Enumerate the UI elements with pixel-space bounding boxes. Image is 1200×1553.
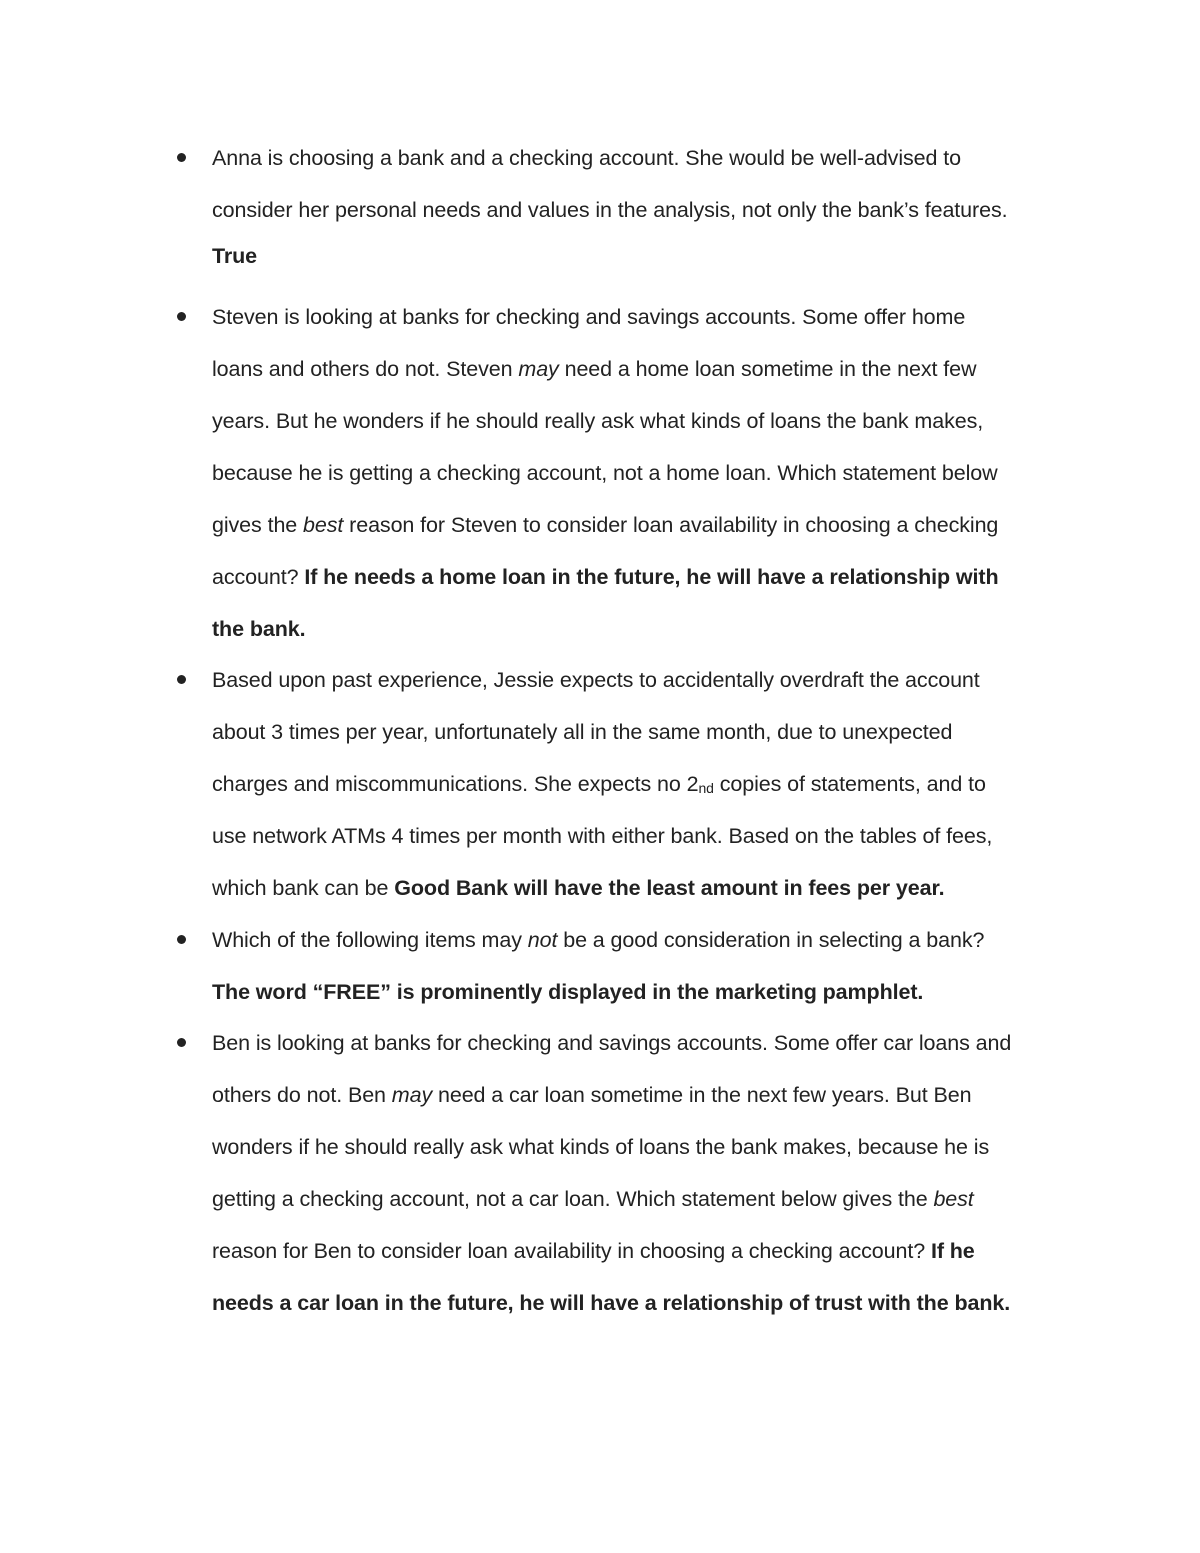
bullet-icon [177, 153, 186, 162]
bullet-icon [177, 1038, 186, 1047]
text-run: copies of statements, and to [713, 772, 986, 796]
answer-text: The word “FREE” is prominently displayed in the marketing pamphlet. [212, 980, 924, 1004]
text-line [212, 758, 1072, 810]
list-item [212, 914, 1072, 1018]
text-run: charges and miscommunications. She expects no 2 [212, 772, 699, 796]
list-item [212, 132, 1072, 282]
answer-text: If he needs a home loan in the future, he will have a relationship with [304, 565, 999, 589]
text-line [212, 1225, 1072, 1277]
text-line [212, 966, 1072, 1018]
list-item [212, 654, 1072, 914]
answer-text: If he [930, 1239, 975, 1263]
emphasis-text: best [303, 513, 344, 537]
list-item [212, 1017, 1072, 1329]
text-line: wonders if he should really ask what kinds of loans the bank makes, because he is [212, 1135, 990, 1159]
text-line [212, 1173, 1072, 1225]
text-run: reason for Steven to consider loan availability in choosing a checking [343, 513, 999, 537]
text-line: use network ATMs 4 times per month with either bank. Based on the tables of fees, [212, 824, 993, 848]
text-line [212, 230, 1072, 282]
text-line [212, 603, 1072, 655]
text-run: which bank can be [212, 876, 395, 900]
text-run: be a good consideration in selecting a bank? [557, 928, 985, 952]
text-line [212, 862, 1072, 914]
text-line: Based upon past experience, Jessie expects to accidentally overdraft the account [212, 668, 980, 692]
text-line: Anna is choosing a bank and a checking account. She would be well-advised to [212, 146, 961, 170]
emphasis-text: not [527, 928, 558, 952]
bullet-icon [177, 675, 186, 684]
text-line [212, 499, 1072, 551]
answer-text: Good Bank will have the least amount in fees per year. [394, 876, 945, 900]
text-line [212, 1277, 1072, 1329]
bullet-icon [177, 935, 186, 944]
text-line: because he is getting a checking account, not a home loan. Which statement below [212, 461, 998, 485]
text-run: need a car loan sometime in the next few years. But Ben [432, 1083, 972, 1107]
answer-text: True [212, 244, 258, 268]
emphasis-text: best [933, 1187, 974, 1211]
text-line: Ben is looking at banks for checking and savings accounts. Some offer car loans and [212, 1031, 1012, 1055]
text-line: Steven is looking at banks for checking and savings accounts. Some offer home [212, 305, 966, 329]
text-run: gives the [212, 513, 304, 537]
text-run: others do not. Ben [212, 1083, 392, 1107]
text-line [212, 551, 1072, 603]
text-line: about 3 times per year, unfortunately all in the same month, due to unexpected [212, 720, 953, 744]
list-item [212, 291, 1072, 655]
text-line [212, 343, 1072, 395]
text-run: Which of the following items may [212, 928, 528, 952]
emphasis-text: may [391, 1083, 433, 1107]
text-line [212, 914, 1072, 966]
text-line [212, 1069, 1072, 1121]
text-run: account? [212, 565, 305, 589]
ordinal-suffix: nd [698, 780, 714, 796]
bullet-icon [177, 312, 186, 321]
text-line: years. But he wonders if he should really ask what kinds of loans the bank makes, [212, 409, 984, 433]
answer-text: the bank. [212, 617, 306, 641]
text-run: need a home loan sometime in the next few [558, 357, 977, 381]
text-run: loans and others do not. Steven [212, 357, 519, 381]
text-run: getting a checking account, not a car loan. Which statement below gives the [212, 1187, 934, 1211]
text-line: consider her personal needs and values in the analysis, not only the bank’s features. [212, 198, 1008, 222]
answer-text: needs a car loan in the future, he will have a relationship of trust with the bank. [212, 1291, 1011, 1315]
emphasis-text: may [518, 357, 559, 381]
text-run: reason for Ben to consider loan availability in choosing a checking account? [212, 1239, 931, 1263]
